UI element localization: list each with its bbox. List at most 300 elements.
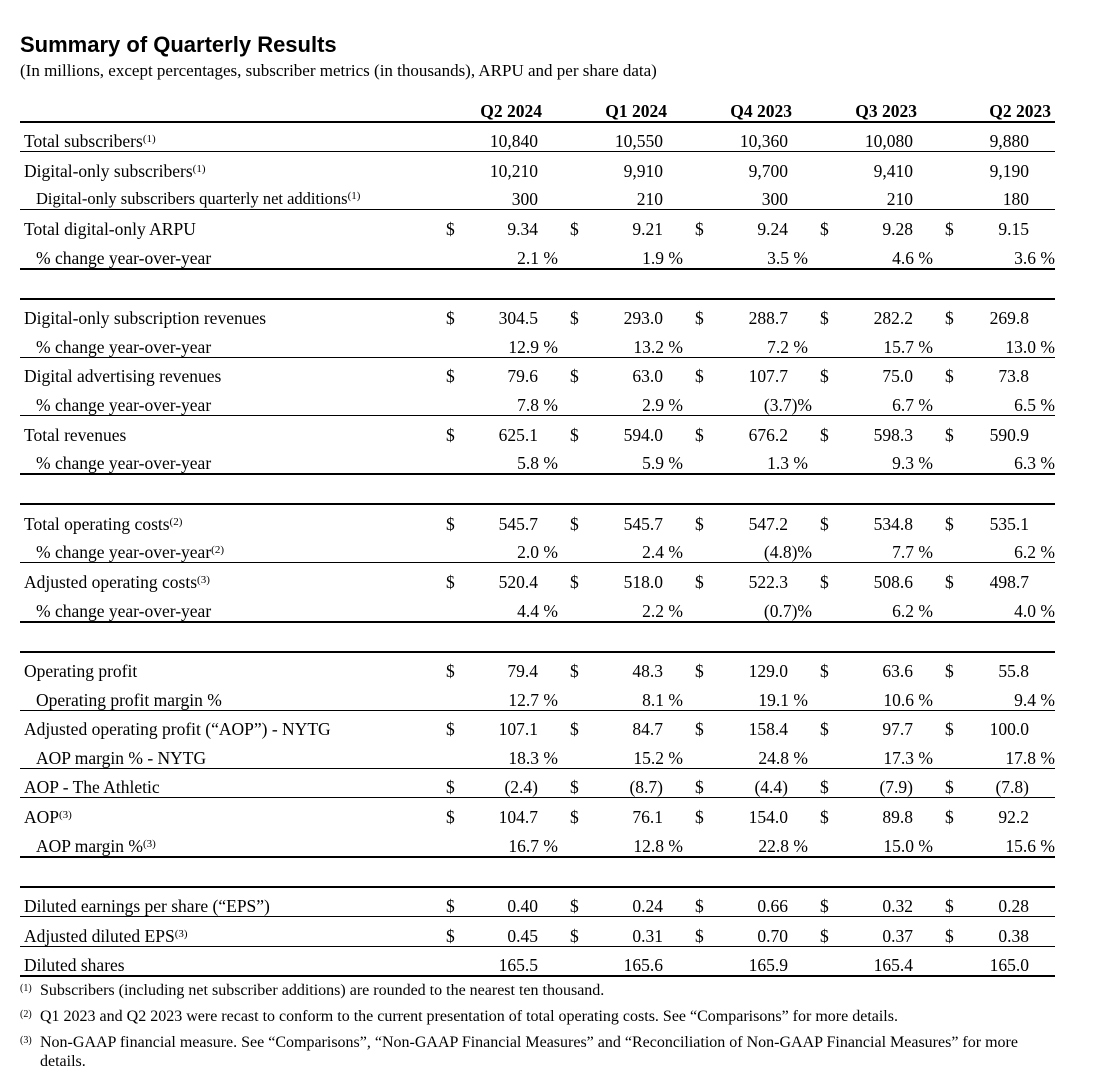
currency-symbol: $ xyxy=(939,415,973,444)
row-label-text: % change year-over-year xyxy=(36,542,212,563)
value-cell: 165.5 xyxy=(474,946,564,976)
empty-cell xyxy=(564,946,598,976)
value-cell: (8.7) xyxy=(598,768,689,798)
table-row xyxy=(20,239,1055,269)
table-row xyxy=(20,563,1055,592)
currency-symbol: $ xyxy=(564,357,598,386)
row-label-text: AOP margin % - NYTG xyxy=(36,747,207,768)
value-cell: 7.8 % xyxy=(517,394,558,415)
currency-symbol: $ xyxy=(939,798,973,827)
value-cell: 594.0 xyxy=(598,415,689,444)
footnote-marker: (1) xyxy=(142,133,156,146)
currency-symbol: $ xyxy=(689,357,723,386)
column-header: Q2 2023 xyxy=(939,92,1055,122)
value-cell: 520.4 xyxy=(474,563,564,592)
value-cell: 625.1 xyxy=(474,415,564,444)
empty-cell xyxy=(814,739,848,768)
empty-cell xyxy=(939,827,973,857)
quarterly-results-table xyxy=(20,92,1055,977)
value-cell: 7.2 % xyxy=(767,336,808,357)
value-cell: 508.6 xyxy=(848,563,939,592)
empty-cell xyxy=(440,181,474,210)
column-header: Q1 2024 xyxy=(564,92,689,122)
footnote-mark: (3) xyxy=(20,1035,32,1047)
row-label-text: Digital-only subscribers xyxy=(24,160,193,181)
empty-cell xyxy=(564,445,598,475)
table-row xyxy=(20,152,1055,181)
row-label-text: % change year-over-year xyxy=(36,247,212,268)
value-cell: 84.7 xyxy=(598,710,689,739)
column-header: Q4 2023 xyxy=(689,92,814,122)
value-cell: 9.4 % xyxy=(1014,689,1055,710)
value-cell: 107.1 xyxy=(474,710,564,739)
empty-cell xyxy=(814,328,848,357)
table-row xyxy=(20,887,1055,917)
empty-cell xyxy=(440,946,474,976)
empty-cell xyxy=(939,592,973,622)
empty-cell xyxy=(814,534,848,563)
row-label xyxy=(20,504,440,534)
currency-symbol: $ xyxy=(440,652,474,682)
value-cell: 129.0 xyxy=(723,652,814,682)
value-cell: 104.7 xyxy=(474,798,564,827)
empty-cell xyxy=(440,739,474,768)
row-label xyxy=(20,563,440,592)
value-cell: 13.2 % xyxy=(633,336,683,357)
currency-symbol: $ xyxy=(814,299,848,329)
currency-symbol: $ xyxy=(564,710,598,739)
value-cell: 9.3 % xyxy=(848,445,939,475)
value-cell: 9.21 xyxy=(598,210,689,239)
currency-symbol: $ xyxy=(939,887,973,917)
row-label xyxy=(20,210,440,239)
footnote-marker: (2) xyxy=(169,515,183,528)
value-cell: 0.37 xyxy=(848,917,939,947)
empty-cell xyxy=(814,239,848,269)
currency-symbol: $ xyxy=(814,652,848,682)
row-label xyxy=(20,357,440,386)
footnote-marker: (2) xyxy=(211,544,224,557)
empty-cell xyxy=(939,122,973,152)
currency-symbol: $ xyxy=(689,798,723,827)
currency-symbol: $ xyxy=(814,415,848,444)
empty-cell xyxy=(440,328,474,357)
currency-symbol: $ xyxy=(689,504,723,534)
empty-cell xyxy=(939,152,973,181)
footnote-text: Non-GAAP financial measure. See “Comparisons”, “Non-GAAP Financial Measures” and “Reconciliation of Non-GAAP Financial Measures” for more details. xyxy=(40,1034,1018,1071)
table-row xyxy=(20,681,1055,710)
row-label-text: Total subscribers xyxy=(24,131,143,152)
value-cell: 92.2 xyxy=(973,798,1055,827)
value-cell: 165.0 xyxy=(973,946,1055,976)
column-header: Q2 2024 xyxy=(440,92,564,122)
table-row xyxy=(20,181,1055,210)
table-row xyxy=(20,710,1055,739)
empty-cell xyxy=(939,328,973,357)
value-cell: 9,410 xyxy=(848,152,939,181)
currency-symbol: $ xyxy=(814,917,848,947)
value-cell: 6.2 % xyxy=(848,592,939,622)
value-cell: 9.15 xyxy=(973,210,1055,239)
value-cell: 15.2 % xyxy=(633,747,683,768)
value-cell: 210 xyxy=(636,189,663,210)
value-cell: 63.6 xyxy=(848,652,939,682)
row-label xyxy=(20,887,440,917)
currency-symbol: $ xyxy=(814,798,848,827)
table-row xyxy=(20,504,1055,534)
value-cell: 9,190 xyxy=(973,152,1055,181)
row-label xyxy=(20,798,440,827)
row-label xyxy=(20,592,440,622)
empty-cell xyxy=(814,681,848,710)
empty-cell xyxy=(440,386,474,415)
value-cell: 545.7 xyxy=(598,504,689,534)
value-cell: 498.7 xyxy=(973,563,1055,592)
value-cell: 15.7 % xyxy=(883,336,933,357)
empty-cell xyxy=(564,681,598,710)
value-cell: 3.6 % xyxy=(973,239,1055,269)
value-cell: 10.6 % xyxy=(883,689,933,710)
value-cell: 63.0 xyxy=(598,357,689,386)
table-row xyxy=(20,210,1055,239)
value-cell: 19.1 % xyxy=(758,689,808,710)
row-label xyxy=(20,328,440,357)
currency-symbol: $ xyxy=(939,210,973,239)
empty-cell xyxy=(814,827,848,857)
value-cell: 100.0 xyxy=(973,710,1055,739)
value-cell: 9,700 xyxy=(723,152,814,181)
empty-cell xyxy=(939,946,973,976)
value-cell: 10,360 xyxy=(723,122,814,152)
table-row xyxy=(20,739,1055,768)
empty-cell xyxy=(564,152,598,181)
value-cell: 2.1 % xyxy=(474,239,564,269)
row-label-text: Diluted earnings per share (“EPS”) xyxy=(24,896,270,917)
row-label-text: Total revenues xyxy=(24,424,127,445)
value-cell: 2.0 % xyxy=(517,542,558,563)
value-cell: 73.8 xyxy=(973,357,1055,386)
value-cell: 8.1 % xyxy=(642,689,683,710)
currency-symbol: $ xyxy=(564,504,598,534)
row-label xyxy=(20,652,440,682)
currency-symbol: $ xyxy=(939,710,973,739)
empty-cell xyxy=(689,181,723,210)
currency-symbol: $ xyxy=(440,887,474,917)
empty-cell xyxy=(564,739,598,768)
currency-symbol: $ xyxy=(564,652,598,682)
value-cell: 590.9 xyxy=(973,415,1055,444)
currency-symbol: $ xyxy=(440,299,474,329)
value-cell: 9.34 xyxy=(474,210,564,239)
empty-cell xyxy=(440,445,474,475)
currency-symbol: $ xyxy=(564,563,598,592)
value-cell: 97.7 xyxy=(848,710,939,739)
value-cell: 304.5 xyxy=(474,299,564,329)
value-cell: 535.1 xyxy=(973,504,1055,534)
currency-symbol: $ xyxy=(440,798,474,827)
value-cell: 9,910 xyxy=(598,152,689,181)
row-label xyxy=(20,917,440,947)
empty-cell xyxy=(939,239,973,269)
value-cell: 1.3 % xyxy=(723,445,814,475)
row-label-text: Digital-only subscription revenues xyxy=(24,308,267,329)
value-cell: 6.5 % xyxy=(1014,394,1055,415)
row-label xyxy=(20,386,440,415)
value-cell: 2.2 % xyxy=(598,592,689,622)
value-cell: 9.24 xyxy=(723,210,814,239)
value-cell: 300 xyxy=(511,189,538,210)
empty-cell xyxy=(689,681,723,710)
empty-cell xyxy=(564,181,598,210)
currency-symbol: $ xyxy=(689,710,723,739)
value-cell: 4.6 % xyxy=(848,239,939,269)
value-cell: (0.7)% xyxy=(723,592,814,622)
value-cell: 0.70 xyxy=(723,917,814,947)
row-label xyxy=(20,152,440,181)
value-cell: 288.7 xyxy=(723,299,814,329)
row-label-text: Operating profit xyxy=(24,661,138,682)
empty-cell xyxy=(564,122,598,152)
row-label-text: Total operating costs xyxy=(24,513,170,534)
table-row xyxy=(20,328,1055,357)
value-cell: 15.0 % xyxy=(848,827,939,857)
value-cell: 4.0 % xyxy=(973,592,1055,622)
empty-cell xyxy=(689,445,723,475)
empty-cell xyxy=(440,239,474,269)
currency-symbol: $ xyxy=(814,504,848,534)
row-label xyxy=(20,299,440,329)
footnote-marker: (1) xyxy=(347,190,361,203)
page-title: Summary of Quarterly Results xyxy=(20,32,337,57)
value-cell: 48.3 xyxy=(598,652,689,682)
value-cell: 293.0 xyxy=(598,299,689,329)
empty-cell xyxy=(814,152,848,181)
row-label-text: AOP - The Athletic xyxy=(24,777,160,798)
empty-cell xyxy=(689,946,723,976)
currency-symbol: $ xyxy=(689,299,723,329)
footnote-text: Subscribers (including net subscriber additions) are rounded to the nearest ten thousand. xyxy=(40,982,605,1000)
value-cell: 7.7 % xyxy=(892,542,933,563)
row-label-text: % change year-over-year xyxy=(36,394,212,415)
value-cell: 9.28 xyxy=(848,210,939,239)
row-label-text: Total digital-only ARPU xyxy=(24,218,196,239)
row-label xyxy=(20,239,440,269)
empty-cell xyxy=(440,592,474,622)
value-cell: 22.8 % xyxy=(723,827,814,857)
value-cell: 12.8 % xyxy=(598,827,689,857)
value-cell: (7.8) xyxy=(973,768,1055,798)
value-cell: 598.3 xyxy=(848,415,939,444)
row-label xyxy=(20,415,440,444)
row-label xyxy=(20,181,440,210)
value-cell: 6.2 % xyxy=(1014,542,1055,563)
footnote-marker: (3) xyxy=(174,927,188,940)
row-label xyxy=(20,710,440,739)
currency-symbol: $ xyxy=(440,415,474,444)
currency-symbol: $ xyxy=(939,917,973,947)
footnote-mark: (1) xyxy=(20,983,32,995)
value-cell: (3.7)% xyxy=(763,394,812,415)
currency-symbol: $ xyxy=(689,887,723,917)
value-cell: 4.4 % xyxy=(474,592,564,622)
value-cell: 55.8 xyxy=(973,652,1055,682)
value-cell: 1.9 % xyxy=(598,239,689,269)
table-body xyxy=(20,122,1055,977)
value-cell: (4.4) xyxy=(723,768,814,798)
page-subtitle: (In millions, except percentages, subscriber metrics (in thousands), ARPU and per share data) xyxy=(20,61,657,80)
section-spacer xyxy=(20,474,1055,504)
value-cell: 0.40 xyxy=(474,887,564,917)
row-label xyxy=(20,739,440,768)
currency-symbol: $ xyxy=(689,563,723,592)
footnote-mark: (2) xyxy=(20,1009,32,1021)
row-label-text: % change year-over-year xyxy=(36,453,212,474)
currency-symbol: $ xyxy=(814,563,848,592)
value-cell: 6.7 % xyxy=(892,394,933,415)
value-cell: 0.45 xyxy=(474,917,564,947)
value-cell: 2.4 % xyxy=(642,542,683,563)
value-cell: 10,210 xyxy=(474,152,564,181)
currency-symbol: $ xyxy=(440,563,474,592)
empty-cell xyxy=(564,534,598,563)
empty-cell xyxy=(814,122,848,152)
empty-cell xyxy=(689,239,723,269)
value-cell: 10,840 xyxy=(474,122,564,152)
value-cell: 522.3 xyxy=(723,563,814,592)
currency-symbol: $ xyxy=(814,710,848,739)
value-cell: (2.4) xyxy=(474,768,564,798)
section-spacer xyxy=(20,857,1055,887)
currency-symbol: $ xyxy=(440,768,474,798)
footnote-text: Q1 2023 and Q2 2023 were recast to conform to the current presentation of total operating costs. See “Comparisons” for more details. xyxy=(40,1008,898,1026)
currency-symbol: $ xyxy=(939,652,973,682)
value-cell: 107.7 xyxy=(723,357,814,386)
row-label-text: Adjusted operating profit (“AOP”) - NYTG xyxy=(24,719,331,740)
currency-symbol: $ xyxy=(939,357,973,386)
value-cell: 547.2 xyxy=(723,504,814,534)
value-cell: 165.6 xyxy=(598,946,689,976)
value-cell: 89.8 xyxy=(848,798,939,827)
table-row xyxy=(20,534,1055,563)
value-cell: 5.8 % xyxy=(474,445,564,475)
row-label-text: Digital advertising revenues xyxy=(24,366,222,387)
row-label-text: AOP xyxy=(24,807,60,828)
value-cell: 0.31 xyxy=(598,917,689,947)
empty-cell xyxy=(564,386,598,415)
currency-symbol: $ xyxy=(564,887,598,917)
currency-symbol: $ xyxy=(440,917,474,947)
table-row xyxy=(20,592,1055,622)
empty-cell xyxy=(689,122,723,152)
empty-cell xyxy=(939,534,973,563)
table-row xyxy=(20,827,1055,857)
value-cell: 0.38 xyxy=(973,917,1055,947)
empty-cell xyxy=(939,681,973,710)
table-row xyxy=(20,122,1055,152)
value-cell: (4.8)% xyxy=(763,542,812,563)
empty-cell xyxy=(689,328,723,357)
value-cell: (7.9) xyxy=(848,768,939,798)
value-cell: 75.0 xyxy=(848,357,939,386)
empty-cell xyxy=(814,592,848,622)
currency-symbol: $ xyxy=(564,210,598,239)
currency-symbol: $ xyxy=(814,768,848,798)
empty-cell xyxy=(814,181,848,210)
value-cell: 24.8 % xyxy=(758,747,808,768)
footnote-marker: (3) xyxy=(142,837,156,850)
empty-cell xyxy=(564,328,598,357)
table-row xyxy=(20,946,1055,976)
currency-symbol: $ xyxy=(939,299,973,329)
table-row xyxy=(20,299,1055,329)
empty-cell xyxy=(564,592,598,622)
table-row xyxy=(20,652,1055,682)
currency-symbol: $ xyxy=(440,504,474,534)
empty-cell xyxy=(440,681,474,710)
currency-symbol: $ xyxy=(689,415,723,444)
row-label-text: Operating profit margin % xyxy=(36,689,222,710)
empty-cell xyxy=(689,152,723,181)
empty-cell xyxy=(689,827,723,857)
value-cell: 269.8 xyxy=(973,299,1055,329)
currency-symbol: $ xyxy=(440,710,474,739)
empty-cell xyxy=(939,445,973,475)
empty-cell xyxy=(440,827,474,857)
empty-cell xyxy=(814,946,848,976)
empty-cell xyxy=(689,386,723,415)
currency-symbol: $ xyxy=(814,887,848,917)
row-label xyxy=(20,681,440,710)
value-cell: 12.9 % xyxy=(508,336,558,357)
footnote xyxy=(20,1033,1060,1071)
value-cell: 0.28 xyxy=(973,887,1055,917)
value-cell: 15.6 % xyxy=(973,827,1055,857)
value-cell: 518.0 xyxy=(598,563,689,592)
value-cell: 0.66 xyxy=(723,887,814,917)
empty-cell xyxy=(814,386,848,415)
currency-symbol: $ xyxy=(689,652,723,682)
currency-symbol: $ xyxy=(564,768,598,798)
value-cell: 79.6 xyxy=(474,357,564,386)
currency-symbol: $ xyxy=(939,768,973,798)
empty-cell xyxy=(939,386,973,415)
section-spacer xyxy=(20,269,1055,299)
value-cell: 17.3 % xyxy=(883,747,933,768)
value-cell: 10,080 xyxy=(848,122,939,152)
value-cell: 158.4 xyxy=(723,710,814,739)
row-label-text: AOP margin % xyxy=(36,835,143,856)
value-cell: 79.4 xyxy=(474,652,564,682)
currency-symbol: $ xyxy=(689,768,723,798)
table-row xyxy=(20,357,1055,386)
row-label xyxy=(20,122,440,152)
section-spacer xyxy=(20,622,1055,652)
value-cell: 10,550 xyxy=(598,122,689,152)
row-label xyxy=(20,445,440,475)
empty-cell xyxy=(689,592,723,622)
currency-symbol: $ xyxy=(689,917,723,947)
currency-symbol: $ xyxy=(440,210,474,239)
value-cell: 534.8 xyxy=(848,504,939,534)
empty-cell xyxy=(564,239,598,269)
empty-cell xyxy=(689,534,723,563)
empty-cell xyxy=(689,739,723,768)
table-row xyxy=(20,415,1055,444)
empty-cell xyxy=(440,152,474,181)
value-cell: 165.9 xyxy=(723,946,814,976)
row-label-text: % change year-over-year xyxy=(36,336,212,357)
footnote-marker: (1) xyxy=(192,162,206,175)
